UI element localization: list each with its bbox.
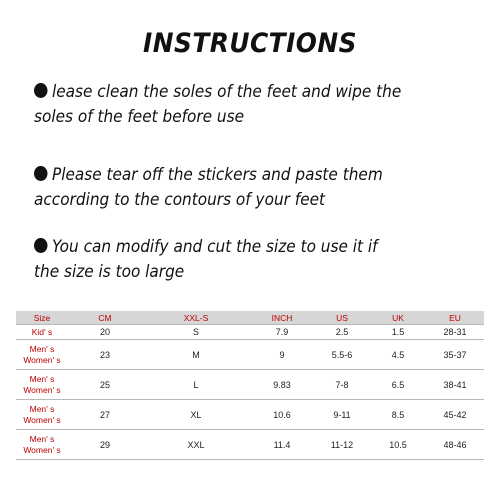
cell-cm: 25 [68, 370, 142, 400]
cell-size: XL [142, 400, 250, 430]
black-dot-icon [34, 83, 48, 98]
instruction-2 [34, 163, 435, 213]
table-row [16, 325, 484, 340]
header-inch: INCH [250, 311, 314, 325]
instruction-2-line-2: according to the contours of your feet [34, 190, 326, 210]
row-label: Men' s Women' s [16, 400, 68, 430]
cell-eu: 48-46 [426, 430, 484, 460]
table-row [16, 340, 484, 370]
cell-us: 7-8 [314, 370, 370, 400]
cell-us: 2.5 [314, 325, 370, 340]
cell-cm: 27 [68, 400, 142, 430]
black-dot-icon [34, 238, 48, 253]
instruction-3 [34, 235, 435, 285]
row-label: Men' s Women' s [16, 370, 68, 400]
cell-inch: 9.83 [250, 370, 314, 400]
row-label: Kid' s [16, 325, 68, 340]
table-row [16, 430, 484, 460]
row-label: Men' s Women' s [16, 430, 68, 460]
cell-inch: 7.9 [250, 325, 314, 340]
cell-eu: 35-37 [426, 340, 484, 370]
header-us: US [314, 311, 370, 325]
header-eu: EU [426, 311, 484, 325]
table-row [16, 370, 484, 400]
cell-inch: 9 [250, 340, 314, 370]
size-chart-table [16, 311, 484, 460]
cell-size: S [142, 325, 250, 340]
cell-us: 5.5-6 [314, 340, 370, 370]
cell-uk: 1.5 [370, 325, 426, 340]
row-label: Men' s Women' s [16, 340, 68, 370]
cell-uk: 10.5 [370, 430, 426, 460]
cell-inch: 11.4 [250, 430, 314, 460]
cell-eu: 38-41 [426, 370, 484, 400]
cell-uk: 4.5 [370, 340, 426, 370]
cell-us: 9-11 [314, 400, 370, 430]
instruction-3-line-1: You can modify and cut the size to use it if [52, 237, 378, 257]
cell-cm: 20 [68, 325, 142, 340]
cell-cm: 23 [68, 340, 142, 370]
black-dot-icon [34, 166, 48, 181]
cell-size: M [142, 340, 250, 370]
header-uk: UK [370, 311, 426, 325]
cell-uk: 8.5 [370, 400, 426, 430]
page-title: INSTRUCTIONS [143, 28, 357, 59]
instruction-3-line-2: the size is too large [34, 262, 185, 282]
cell-size: L [142, 370, 250, 400]
instruction-1-line-1: lease clean the soles of the feet and wipe the [52, 82, 402, 102]
cell-cm: 29 [68, 430, 142, 460]
header-xxl-s: XXL-S [142, 311, 250, 325]
table-row [16, 400, 484, 430]
cell-eu: 28-31 [426, 325, 484, 340]
cell-eu: 45-42 [426, 400, 484, 430]
instruction-2-line-1: Please tear off the stickers and paste them [52, 165, 383, 185]
cell-size: XXL [142, 430, 250, 460]
header-size: Size [16, 311, 68, 325]
table-header-row [16, 311, 484, 325]
instruction-1-line-2: soles of the feet before use [34, 107, 245, 127]
header-cm: CM [68, 311, 142, 325]
cell-uk: 6.5 [370, 370, 426, 400]
cell-inch: 10.6 [250, 400, 314, 430]
cell-us: 11-12 [314, 430, 370, 460]
instruction-1 [34, 80, 435, 130]
